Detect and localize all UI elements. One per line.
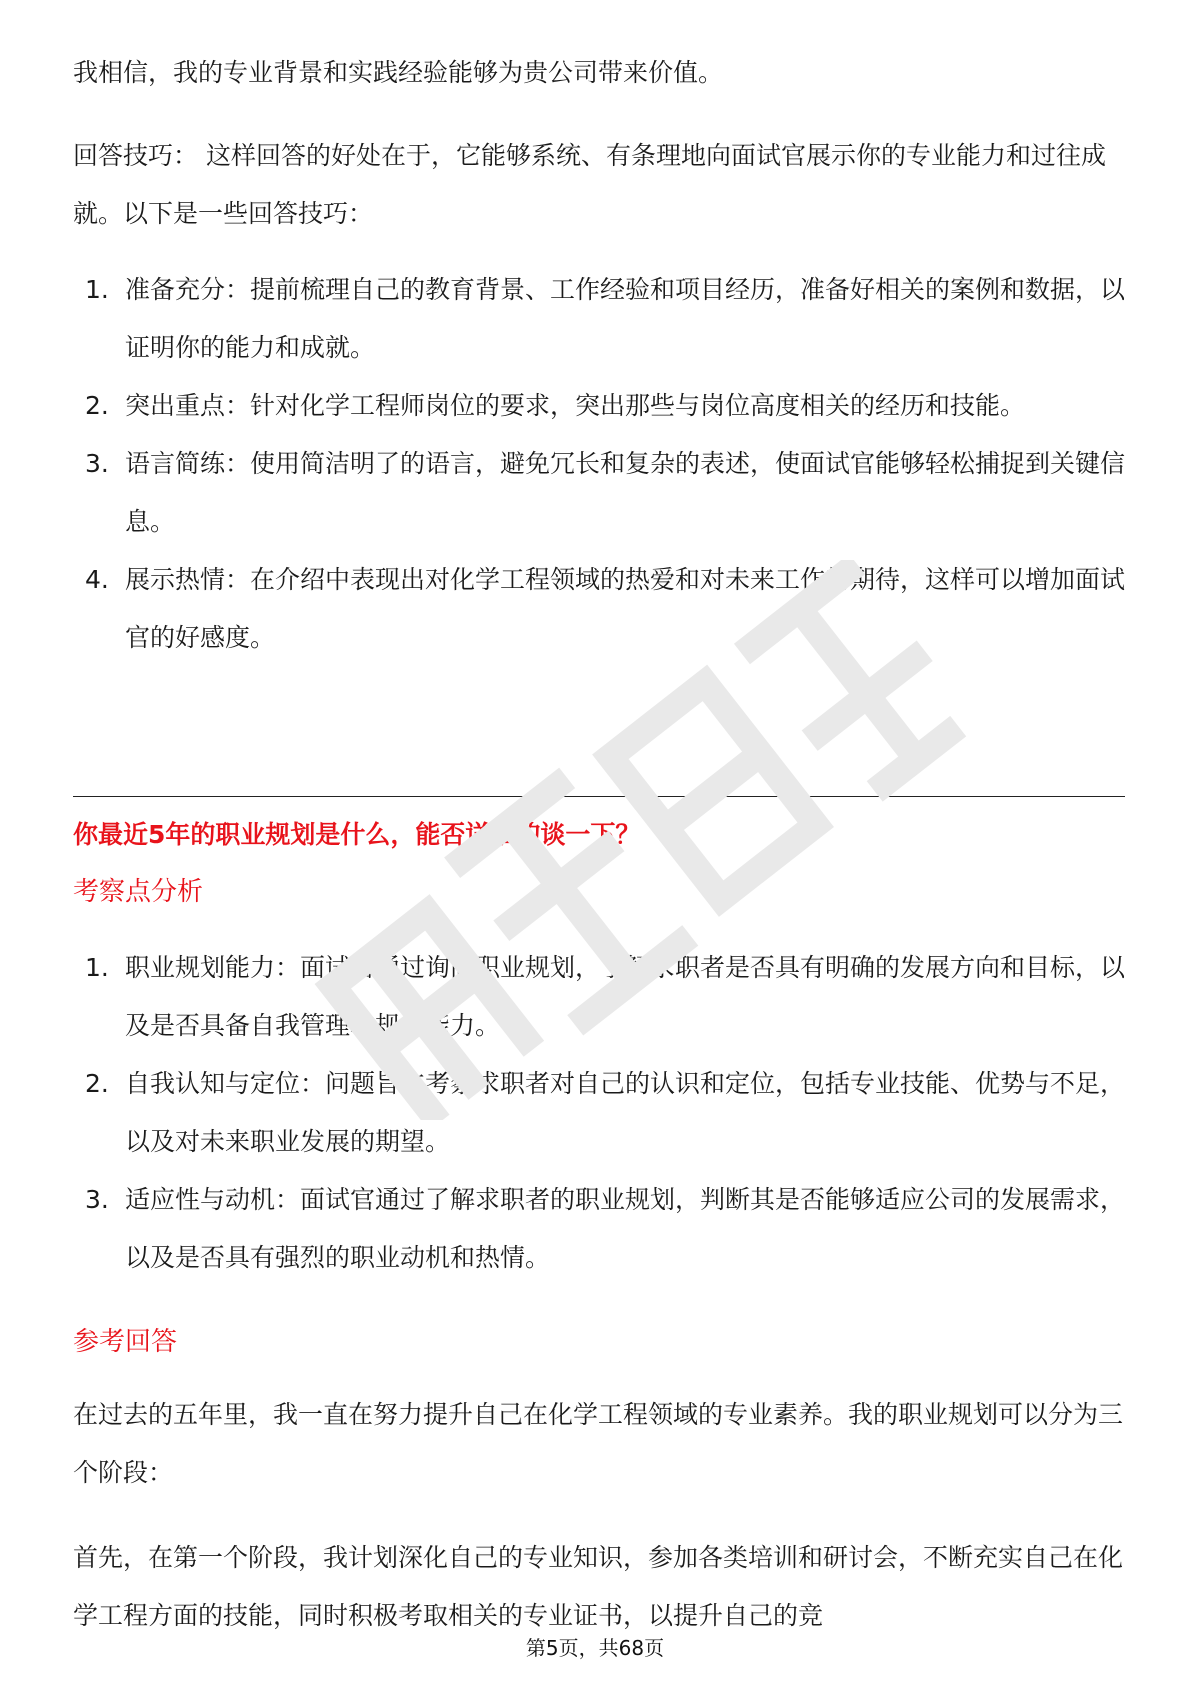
answer-paragraph: 首先，在第一个阶段，我计划深化自己的专业知识，参加各类培训和研讨会，不断充实自己在化学工程方面的技能，同时积极考取相关的专业证书，以提升自己的竞: [73, 1543, 1124, 1630]
list-item: [73, 551, 1125, 667]
list-item-text: 展示热情：在介绍中表现出对化学工程领域的热爱和对未来工作的期待，这样可以增加面试官的好感度。: [125, 565, 1126, 652]
list-item-text: 语言简练：使用简洁明了的语言，避免冗长和复杂的表述，使面试官能够轻松捕捉到关键信息。: [125, 449, 1126, 536]
list-item-number: 2.: [85, 1069, 109, 1098]
answer-heading: 参考回答: [73, 1327, 178, 1357]
tips-list: [73, 261, 1125, 667]
list-item-text: 适应性与动机：面试官通过了解求职者的职业规划，判断其是否能够适应公司的发展需求，以及是否具有强烈的职业动机和热情。: [125, 1185, 1126, 1272]
list-item-number: 3.: [85, 449, 109, 478]
list-item: [73, 435, 1125, 551]
list-item-text: 职业规划能力：面试官通过询问职业规划，了解求职者是否具有明确的发展方向和目标，以及是否具备自我管理和规划能力。: [125, 953, 1126, 1040]
list-item-number: 4.: [85, 565, 109, 594]
list-item: [73, 1171, 1125, 1287]
analysis-list: [73, 939, 1125, 1287]
analysis-heading: 考察点分析: [73, 877, 204, 907]
list-item-number: 1.: [85, 953, 109, 982]
answer-paragraph: 在过去的五年里，我一直在努力提升自己在化学工程领域的专业素养。我的职业规划可以分为三个阶段：: [73, 1400, 1124, 1487]
list-item: [73, 377, 1125, 435]
section-divider: [73, 796, 1125, 797]
list-item-number: 3.: [85, 1185, 109, 1214]
tips-intro-paragraph: 回答技巧： 这样回答的好处在于，它能够系统、有条理地向面试官展示你的专业能力和过往成就。以下是一些回答技巧：: [73, 141, 1106, 228]
intro-paragraph: 我相信，我的专业背景和实践经验能够为贵公司带来价值。: [73, 58, 724, 87]
list-item: [73, 939, 1125, 1055]
list-item: [73, 1055, 1125, 1171]
list-item-text: 准备充分：提前梳理自己的教育背景、工作经验和项目经历，准备好相关的案例和数据，以证明你的能力和成就。: [125, 275, 1126, 362]
page-footer: 第5页，共68页: [525, 1636, 665, 1660]
list-item: [73, 261, 1125, 377]
list-item-text: 自我认知与定位：问题旨在考察求职者对自己的认识和定位，包括专业技能、优势与不足，以及对未来职业发展的期望。: [125, 1069, 1126, 1156]
question-title: 你最近5年的职业规划是什么，能否详细的谈一下？: [73, 820, 641, 849]
list-item-number: 1.: [85, 275, 109, 304]
list-item-text: 突出重点：针对化学工程师岗位的要求，突出那些与岗位高度相关的经历和技能。: [125, 391, 1026, 420]
list-item-number: 2.: [85, 391, 109, 420]
